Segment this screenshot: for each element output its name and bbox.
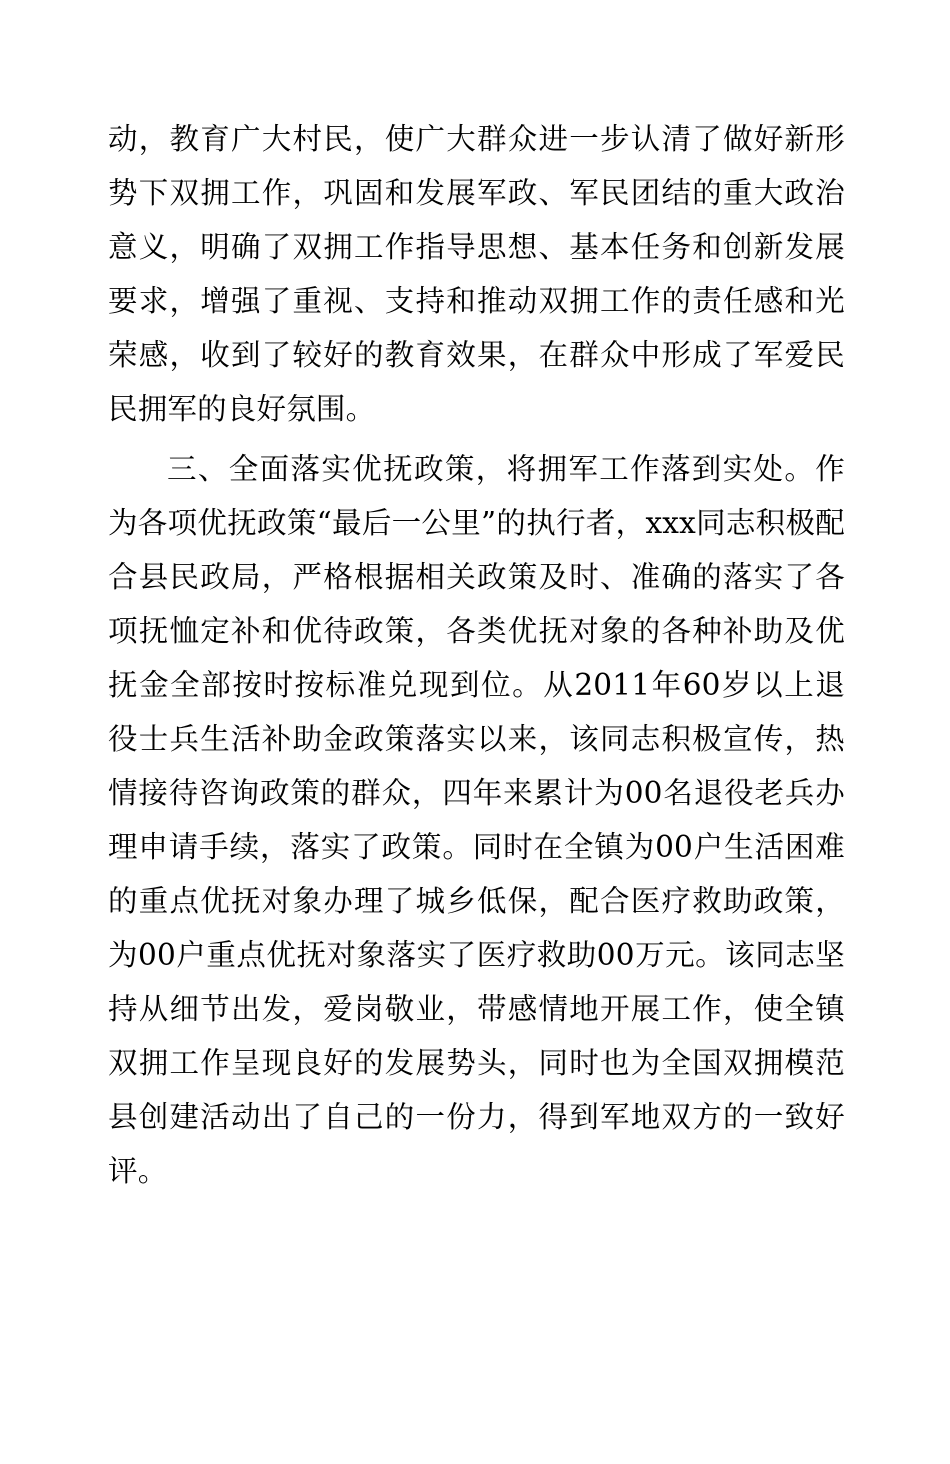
page-bottom-whitespace [108,1204,845,1464]
paragraph-continuation: 动，教育广大村民，使广大群众进一步认清了做好新形势下双拥工作，巩固和发展军政、军民团结的重大政治意义，明确了双拥工作指导思想、基本任务和创新发展要求，增强了重视、支持和推动双拥工作的责任感和光荣感，收到了较好的教育效果，在群众中形成了军爱民民拥军的良好氛围。 [108,122,845,426]
document-body [108,112,845,1464]
paragraph-section-three: 三、全面落实优抚政策，将拥军工作落到实处。作为各项优抚政策“最后一公里”的执行者，xxx同志积极配合县民政局，严格根据相关政策及时、准确的落实了各项抚恤定补和优待政策，各类优抚对象的各种补助及优抚金全部按时按标准兑现到位。从2011年60岁以上退役士兵生活补助金政策落实以来，该同志积极宣传，热情接待咨询政策的群众，四年来累计为00名退役老兵办理申请手续，落实了政策。同时在全镇为00户生活困难的重点优抚对象办理了城乡低保，配合医疗救助政策，为00户重点优抚对象落实了医疗救助00万元。该同志坚持从细节出发，爱岗敬业，带感情地开展工作，使全镇双拥工作呈现良好的发展势头，同时也为全国双拥模范县创建活动出了自己的一份力，得到军地双方的一致好评。 [108,452,845,1188]
